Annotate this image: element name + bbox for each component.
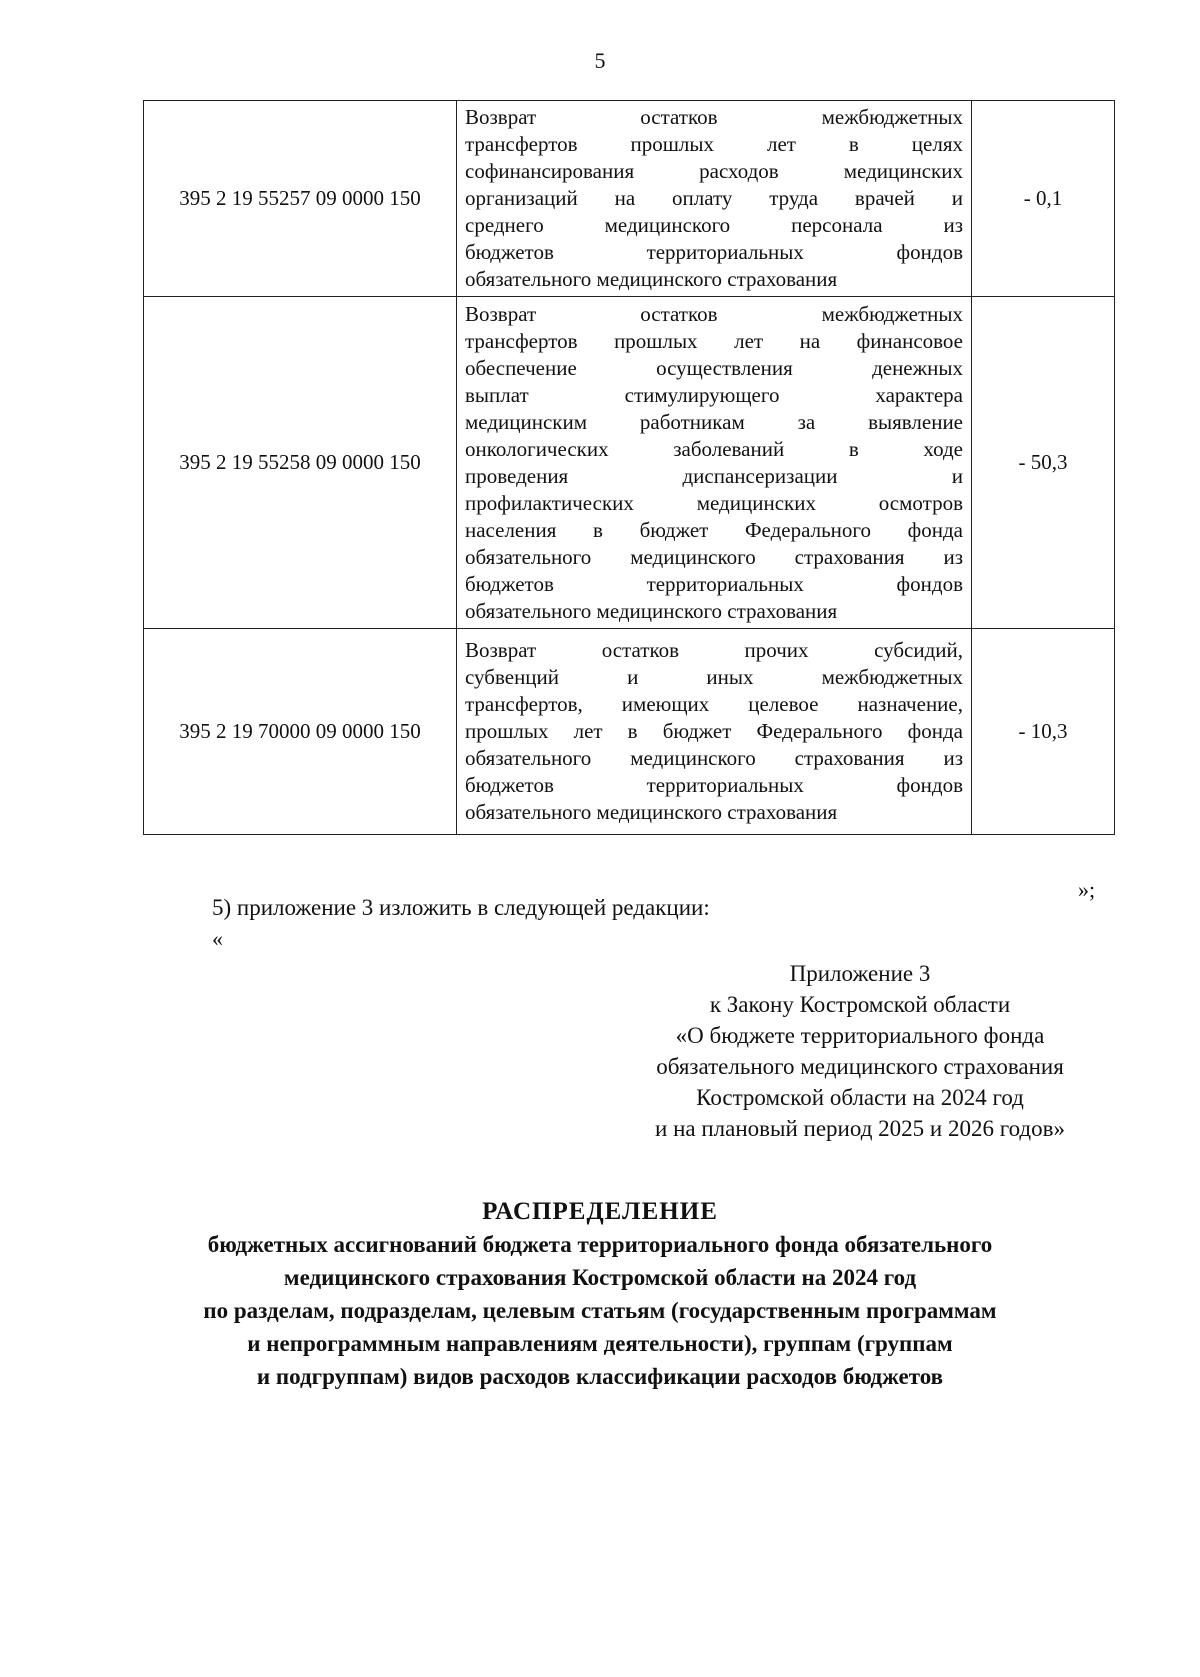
description-line: медицинским работникам за выявление bbox=[465, 409, 963, 434]
description-line: профилактических медицинских осмотров bbox=[465, 490, 963, 515]
description-line: обязательного медицинского страхования из bbox=[465, 746, 963, 770]
amendment-item: 5) приложение 3 изложить в следующей редакции: bbox=[212, 895, 710, 920]
description-cell bbox=[457, 297, 972, 629]
description-line: выплат стимулирующего характера bbox=[465, 382, 963, 407]
description-line: обеспечение осуществления денежных bbox=[465, 355, 963, 380]
amount-cell: - 50,3 bbox=[972, 297, 1115, 629]
appendix-line: Приложение 3 bbox=[789, 961, 931, 986]
closing-quote: »; bbox=[1078, 877, 1096, 902]
description-line: трансфертов, имеющих целевое назначение, bbox=[465, 692, 963, 716]
budget-table bbox=[143, 100, 1115, 835]
table-row bbox=[144, 629, 1115, 835]
table-row bbox=[144, 297, 1115, 629]
description-line: Возврат остатков межбюджетных bbox=[465, 301, 963, 326]
description-line: трансфертов прошлых лет в целях bbox=[465, 132, 963, 156]
heading-title: РАСПРЕДЕЛЕНИЕ bbox=[482, 1198, 718, 1225]
heading-line: бюджетных ассигнований бюджета территориального фонда обязательного bbox=[207, 1232, 993, 1257]
description-line: обязательного медицинского страхования bbox=[465, 598, 838, 623]
table-row bbox=[144, 101, 1115, 297]
description-cell bbox=[457, 629, 972, 835]
document-heading bbox=[100, 1195, 1100, 1393]
page-number: 5 bbox=[594, 48, 606, 73]
appendix-line: и на плановый период 2025 и 2026 годов» bbox=[655, 1116, 1065, 1141]
description-line: трансфертов прошлых лет на финансовое bbox=[465, 328, 963, 353]
amount-cell: - 10,3 bbox=[972, 629, 1115, 835]
description-line: бюджетов территориальных фондов bbox=[465, 240, 963, 264]
description-line: субвенций и иных межбюджетных bbox=[465, 665, 963, 689]
appendix-line: обязательного медицинского страхования bbox=[656, 1054, 1064, 1079]
amount-cell: - 0,1 bbox=[972, 101, 1115, 297]
heading-line: по разделам, подразделам, целевым статьям (государственным программам bbox=[203, 1298, 997, 1323]
description-line: Возврат остатков прочих субсидий, bbox=[465, 638, 963, 662]
description-line: бюджетов территориальных фондов bbox=[465, 571, 963, 596]
description-line: проведения диспансеризации и bbox=[465, 463, 963, 488]
description-line: бюджетов территориальных фондов bbox=[465, 773, 963, 797]
description-line: обязательного медицинского страхования из bbox=[465, 544, 963, 569]
description-line: Возврат остатков межбюджетных bbox=[465, 105, 963, 129]
appendix-line: к Закону Костромской области bbox=[709, 992, 1011, 1017]
description-line: онкологических заболеваний в ходе bbox=[465, 436, 963, 461]
description-line: среднего медицинского персонала из bbox=[465, 213, 963, 237]
description-line: населения в бюджет Федерального фонда bbox=[465, 517, 963, 542]
description-line: обязательного медицинского страхования bbox=[465, 267, 838, 291]
appendix-line: «О бюджете территориального фонда bbox=[675, 1023, 1045, 1048]
opening-quote: « bbox=[212, 926, 223, 951]
description-line: организаций на оплату труда врачей и bbox=[465, 186, 963, 210]
budget-table-body bbox=[144, 101, 1115, 835]
description-line: софинансирования расходов медицинских bbox=[465, 159, 963, 183]
heading-line: и непрограммным направлениям деятельности), группам (группам bbox=[247, 1331, 953, 1356]
description-line: прошлых лет в бюджет Федерального фонда bbox=[465, 719, 963, 743]
budget-code-cell: 395 2 19 55257 09 0000 150 bbox=[144, 101, 457, 297]
appendix-reference bbox=[600, 958, 1120, 1144]
description-cell bbox=[457, 101, 972, 297]
heading-line: и подгруппам) видов расходов классификации расходов бюджетов bbox=[256, 1364, 944, 1389]
heading-line: медицинского страхования Костромской области на 2024 год bbox=[283, 1265, 917, 1290]
appendix-line: Костромской области на 2024 год bbox=[696, 1085, 1024, 1110]
budget-code-cell: 395 2 19 55258 09 0000 150 bbox=[144, 297, 457, 629]
budget-code-cell: 395 2 19 70000 09 0000 150 bbox=[144, 629, 457, 835]
description-line: обязательного медицинского страхования bbox=[465, 800, 838, 824]
